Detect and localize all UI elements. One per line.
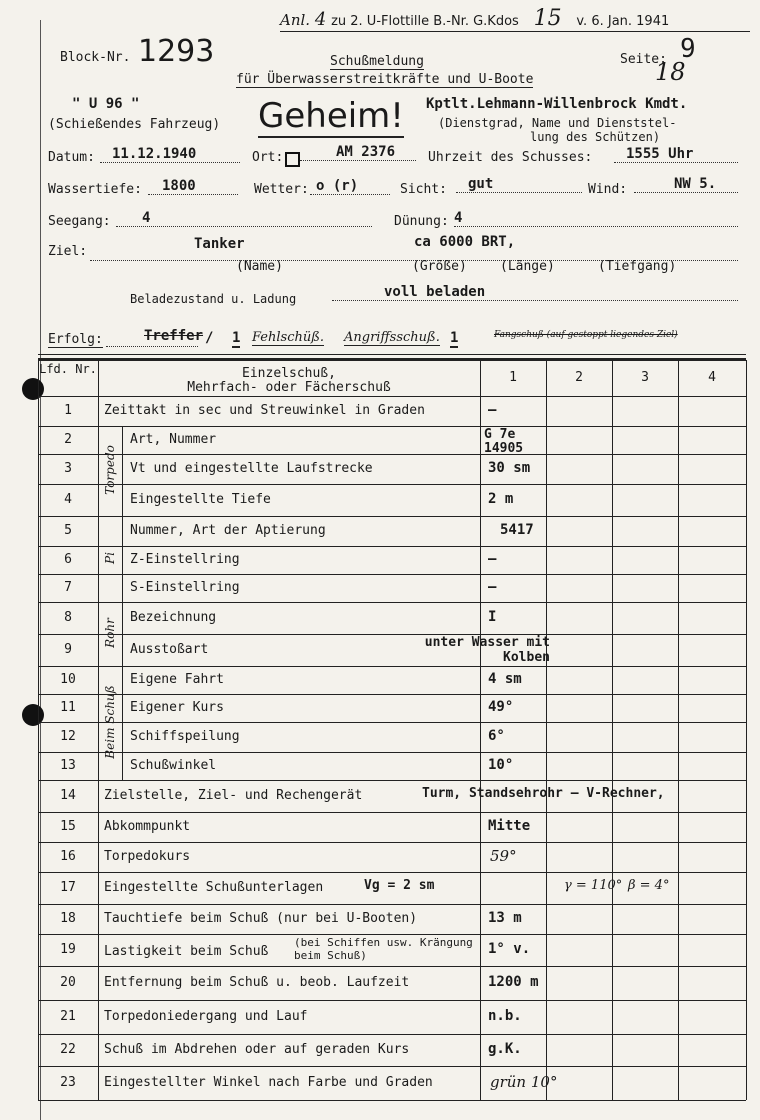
header-lfd: Lfd. Nr. — [39, 362, 97, 376]
col-divider-lfd — [98, 360, 99, 1100]
row-label: Eingestellte Tiefe — [130, 492, 271, 507]
row-value-1: g.K. — [488, 1041, 522, 1057]
row-value-1: – — [488, 551, 497, 567]
row-value-1: grün 10° — [490, 1073, 558, 1091]
header-col-2: 2 — [575, 370, 583, 385]
commander-caption-2: lung des Schützen) — [530, 130, 661, 144]
row-value-1: 49° — [488, 699, 514, 715]
row-number: 3 — [64, 461, 72, 476]
beladezustand-value: voll beladen — [332, 284, 738, 301]
row-number: 1 — [64, 403, 72, 418]
group-label-pi: Pi — [103, 552, 117, 564]
row-value-1: 30 sm — [488, 460, 531, 476]
row-number: 11 — [60, 700, 76, 715]
row-label: Abkommpunkt — [104, 819, 191, 834]
row-value-1: 5417 — [500, 522, 534, 538]
row-divider — [38, 966, 746, 967]
row-value-1: G 7e 14905 — [484, 427, 524, 456]
row-divider — [38, 1034, 746, 1035]
commander-name: Kptlt.Lehmann-Willenbrock Kmdt. — [426, 96, 688, 112]
row-number: 10 — [60, 672, 76, 687]
row-value-1: 2 m — [488, 491, 514, 507]
col-divider-c2 — [546, 360, 547, 1100]
row-label: Torpedokurs — [104, 849, 191, 864]
block-number: 1293 — [138, 34, 215, 69]
col-divider-c4 — [678, 360, 679, 1100]
row-value-1: – — [488, 402, 497, 418]
row-divider — [38, 396, 746, 397]
row-value-1: 13 m — [488, 910, 522, 926]
wind-value: NW 5. — [634, 176, 738, 193]
ort-square-icon — [285, 152, 300, 167]
row-label: Schiffspeilung — [130, 729, 240, 744]
row-divider — [38, 842, 746, 843]
page-label: Seite: — [620, 52, 667, 67]
wetter-value: o (r) — [310, 178, 390, 195]
stamp-line: Anl. 4 zu 2. U-Flottille B.-Nr. G.Kdos 15 v. 6. Jan. 1941 — [280, 6, 750, 32]
row-label: Zeittakt in sec und Streuwinkel in Graden — [104, 403, 425, 418]
ort-value: AM 2376 — [300, 144, 416, 161]
row-divider — [38, 516, 746, 517]
seegang-label: Seegang: — [48, 214, 111, 229]
uhrzeit-label: Uhrzeit des Schusses: — [428, 150, 593, 165]
wassertiefe-label: Wassertiefe: — [48, 182, 142, 197]
row-number: 8 — [64, 610, 72, 625]
table-top-border — [38, 354, 746, 355]
datum-value: 11.12.1940 — [100, 146, 240, 163]
row-number: 17 — [60, 880, 76, 895]
row-label: Art, Nummer — [130, 432, 217, 447]
row-label: Schuß im Abdrehen oder auf geraden Kurs — [104, 1042, 410, 1057]
secret-stamp: Geheim! — [258, 96, 404, 136]
erfolg-count2: 1 — [450, 330, 459, 346]
row-number: 16 — [60, 849, 76, 864]
row-value-1: Mitte — [488, 818, 531, 834]
row-divider — [38, 694, 746, 695]
row-label: Eingestellte Schußunterlagen — [104, 880, 324, 895]
erfolg-slash: / — [205, 330, 214, 346]
ziel-label: Ziel: — [48, 244, 88, 259]
row-number: 19 — [60, 942, 76, 957]
ziel-size: ca 6000 BRT, — [414, 234, 516, 250]
row-number: 12 — [60, 729, 76, 744]
col-divider-c1 — [480, 360, 481, 1100]
row-label: Torpedoniedergang und Lauf — [104, 1009, 308, 1024]
row-value-1: unter Wasser mit Kolben — [424, 635, 550, 665]
sicht-label: Sicht: — [400, 182, 447, 197]
row-label: Vt und eingestellte Laufstrecke — [130, 461, 373, 476]
seegang-value: 4 — [116, 210, 372, 227]
row-value-1: 10° — [488, 757, 514, 773]
row-number: 5 — [64, 523, 72, 538]
row-label: Ausstoßart — [130, 642, 209, 657]
row-divider — [38, 360, 746, 361]
row-number: 20 — [60, 975, 76, 990]
row-divider — [38, 904, 746, 905]
row-label: Eigener Kurs — [130, 700, 224, 715]
row-value-1: Vg = 2 sm — [364, 878, 435, 893]
row-divider — [38, 1000, 746, 1001]
group-label-rohr: Rohr — [103, 618, 117, 648]
row-label: Entfernung beim Schuß u. beob. Laufzeit — [104, 975, 410, 990]
vessel-name: " U 96 " — [72, 96, 140, 112]
wetter-label: Wetter: — [254, 182, 309, 197]
row-value-1: 59° — [490, 847, 517, 865]
row-value-1: 1200 m — [488, 974, 539, 990]
ziel-value: Tanker — [194, 236, 245, 252]
row-label: S-Einstellring — [130, 580, 240, 595]
datum-label: Datum: — [48, 150, 95, 165]
row-divider — [38, 872, 746, 873]
group-divider — [98, 516, 122, 517]
col-divider-group — [122, 426, 123, 780]
row-value-1: – — [488, 579, 497, 595]
row-divider — [38, 722, 746, 723]
row-label: Lastigkeit beim Schuß — [104, 944, 269, 959]
form-title: Schußmeldung — [330, 54, 424, 69]
row-number: 13 — [60, 758, 76, 773]
row-divider — [38, 934, 746, 935]
row-divider — [38, 574, 746, 575]
row-divider — [38, 752, 746, 753]
row-divider — [38, 454, 746, 455]
block-label: Block-Nr. — [60, 50, 131, 65]
row-label: Eigene Fahrt — [130, 672, 224, 687]
header-col-3: 3 — [641, 370, 649, 385]
header-desc-1: Einzelschuß, — [242, 366, 336, 381]
row-value-gamma: γ = 110° — [564, 878, 623, 893]
row-label: Eingestellter Winkel nach Farbe und Graden — [104, 1075, 433, 1090]
row-label: Z-Einstellring — [130, 552, 240, 567]
row-label: Zielstelle, Ziel- und Rechengerät — [104, 788, 363, 803]
group-label-torpedo: Torpedo — [103, 445, 117, 495]
erfolg-label: Erfolg: — [48, 332, 103, 347]
caption-laenge: (Länge) — [500, 259, 555, 274]
row-number: 22 — [60, 1042, 76, 1057]
vessel-caption: (Schießendes Fahrzeug) — [48, 117, 221, 132]
col-divider-c3 — [612, 360, 613, 1100]
col-divider-right — [746, 360, 747, 1100]
caption-tiefgang: (Tiefgang) — [598, 259, 677, 274]
row-number: 6 — [64, 552, 72, 567]
row-number: 15 — [60, 819, 76, 834]
row-number: 2 — [64, 432, 72, 447]
caption-name: (Name) — [236, 259, 283, 274]
row-value-1: n.b. — [488, 1008, 522, 1024]
row-number: 23 — [60, 1075, 76, 1090]
row-number: 9 — [64, 642, 72, 657]
row-number: 7 — [64, 580, 72, 595]
row-number: 18 — [60, 911, 76, 926]
page-number: 9 — [680, 34, 696, 64]
ort-label: Ort: — [252, 150, 284, 165]
row-divider — [38, 602, 746, 603]
row-divider — [38, 1066, 746, 1067]
uhrzeit-value: 1555 Uhr — [614, 146, 738, 163]
group-label-beim_schuss: Beim Schuß — [103, 685, 117, 759]
duenung-label: Dünung: — [394, 214, 449, 229]
erfolg-count1: 1 — [232, 330, 241, 346]
header-col-1: 1 — [509, 370, 517, 385]
row-value-beta: β = 4° — [628, 878, 670, 893]
row-divider — [38, 426, 746, 427]
row-divider — [38, 1100, 746, 1101]
row-label: Nummer, Art der Aptierung — [130, 523, 326, 538]
row-divider — [38, 780, 746, 781]
commander-caption-1: (Dienstgrad, Name und Dienststel- — [438, 116, 677, 130]
row-label: Schußwinkel — [130, 758, 217, 773]
wassertiefe-value: 1800 — [148, 178, 238, 195]
row-number: 21 — [60, 1009, 76, 1024]
header-desc-2: Mehrfach- oder Fächerschuß — [187, 380, 391, 395]
row-number: 4 — [64, 492, 72, 507]
sicht-value: gut — [456, 176, 582, 193]
erfolg-fangschuss: Fangschuß (auf gestoppt liegendes Ziel) — [494, 330, 678, 340]
erfolg-struck: Treffer — [144, 328, 204, 344]
row-number: 14 — [60, 788, 76, 803]
row-divider — [38, 546, 746, 547]
row-divider — [38, 666, 746, 667]
caption-groesse: (Größe) — [412, 259, 467, 274]
erfolg-fehlschuss: Fehlschüß. — [252, 330, 325, 345]
row-value-1: 6° — [488, 728, 505, 744]
header-col-4: 4 — [708, 370, 716, 385]
row-value-1: 1° v. — [488, 941, 531, 957]
beladezustand-label: Beladezustand u. Ladung — [130, 292, 297, 306]
page-number-handwritten: 18 — [655, 58, 686, 86]
row-value-1: Turm, Standsehrohr – V-Rechner, — [422, 786, 665, 801]
erfolg-angriffsschuss: Angriffsschuß. — [344, 330, 440, 345]
form-subtitle: für Überwasserstreitkräfte und U-Boote — [236, 72, 534, 87]
row-value-1: I — [488, 609, 497, 625]
wind-label: Wind: — [588, 182, 628, 197]
row-divider — [38, 484, 746, 485]
row-value-1: 4 sm — [488, 671, 522, 687]
duenung-value: 4 — [454, 210, 738, 227]
row-label: Bezeichnung — [130, 610, 217, 625]
row-label: Tauchtiefe beim Schuß (nur bei U-Booten) — [104, 911, 418, 926]
row-label-note: (bei Schiffen usw. Krängung beim Schuß) — [294, 936, 473, 962]
row-divider — [38, 812, 746, 813]
